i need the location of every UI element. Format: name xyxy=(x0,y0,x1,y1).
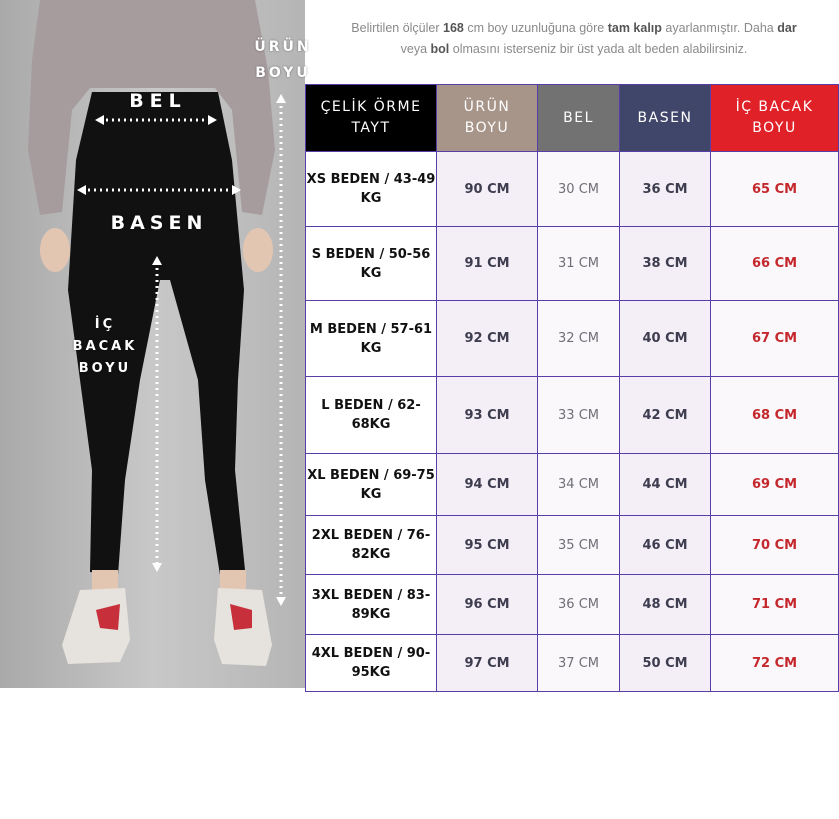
size-label: 3XL BEDEN / 83- 89KG xyxy=(306,575,437,635)
bel-cell: 35 CM xyxy=(538,516,620,575)
bel-cell: 30 CM xyxy=(538,152,620,227)
table-header-row xyxy=(306,85,839,152)
urun-boyu-cell: 96 CM xyxy=(437,575,538,635)
basen-label: BASEN xyxy=(110,212,208,234)
urun-boyu-cell: 90 CM xyxy=(437,152,538,227)
size-label: 4XL BEDEN / 90- 95KG xyxy=(306,635,437,692)
urun-boyu-label: ÜRÜN BOYU xyxy=(254,39,312,81)
size-label: L BEDEN / 62-68KG xyxy=(306,377,437,454)
ic-bacak-boyu-label: İÇ BACAK BOYU xyxy=(72,317,138,376)
size-label: M BEDEN / 57-61 KG xyxy=(306,301,437,377)
bel-cell: 34 CM xyxy=(538,454,620,516)
table-row xyxy=(306,635,839,692)
ic-bacak-cell: 66 CM xyxy=(711,227,839,301)
size-label: XL BEDEN / 69-75 KG xyxy=(306,454,437,516)
basen-cell: 38 CM xyxy=(620,227,711,301)
size-label: S BEDEN / 50-56 KG xyxy=(306,227,437,301)
ic-bacak-cell: 68 CM xyxy=(711,377,839,454)
bel-cell: 32 CM xyxy=(538,301,620,377)
bel-label: BEL xyxy=(129,90,187,112)
basen-cell: 36 CM xyxy=(620,152,711,227)
table-row xyxy=(306,301,839,377)
size-chart-table xyxy=(305,84,839,692)
size-label: XS BEDEN / 43-49 KG xyxy=(306,152,437,227)
table-row xyxy=(306,575,839,635)
header-urun-boyu: ÜRÜN BOYU xyxy=(437,85,538,152)
basen-cell: 42 CM xyxy=(620,377,711,454)
ic-bacak-cell: 70 CM xyxy=(711,516,839,575)
basen-cell: 46 CM xyxy=(620,516,711,575)
header-bel: BEL xyxy=(538,85,620,152)
urun-boyu-cell: 95 CM xyxy=(437,516,538,575)
size-label: 2XL BEDEN / 76- 82KG xyxy=(306,516,437,575)
urun-boyu-cell: 92 CM xyxy=(437,301,538,377)
header-product-name: ÇELİK ÖRME TAYT xyxy=(306,85,437,152)
size-note: Belirtilen ölçüler 168 cm boy uzunluğuna göre tam kalıp ayarlanmıştır. Daha dar veya bol olmasını isterseniz bir üst yada alt beden alabilirsiniz. xyxy=(351,21,797,56)
table-row xyxy=(306,377,839,454)
basen-cell: 44 CM xyxy=(620,454,711,516)
basen-cell: 40 CM xyxy=(620,301,711,377)
basen-cell: 50 CM xyxy=(620,635,711,692)
bel-cell: 37 CM xyxy=(538,635,620,692)
ic-bacak-cell: 72 CM xyxy=(711,635,839,692)
bel-cell: 31 CM xyxy=(538,227,620,301)
urun-boyu-cell: 97 CM xyxy=(437,635,538,692)
table-row xyxy=(306,454,839,516)
basen-cell: 48 CM xyxy=(620,575,711,635)
urun-boyu-cell: 91 CM xyxy=(437,227,538,301)
header-ic-bacak-boyu: İÇ BACAK BOYU xyxy=(711,85,839,152)
ic-bacak-cell: 67 CM xyxy=(711,301,839,377)
product-photo xyxy=(0,0,312,688)
ic-bacak-cell: 65 CM xyxy=(711,152,839,227)
urun-boyu-cell: 93 CM xyxy=(437,377,538,454)
bel-cell: 33 CM xyxy=(538,377,620,454)
table-row xyxy=(306,152,839,227)
table-row xyxy=(306,516,839,575)
ic-bacak-cell: 69 CM xyxy=(711,454,839,516)
header-basen: BASEN xyxy=(620,85,711,152)
urun-boyu-cell: 94 CM xyxy=(437,454,538,516)
ic-bacak-cell: 71 CM xyxy=(711,575,839,635)
bel-cell: 36 CM xyxy=(538,575,620,635)
table-row xyxy=(306,227,839,301)
